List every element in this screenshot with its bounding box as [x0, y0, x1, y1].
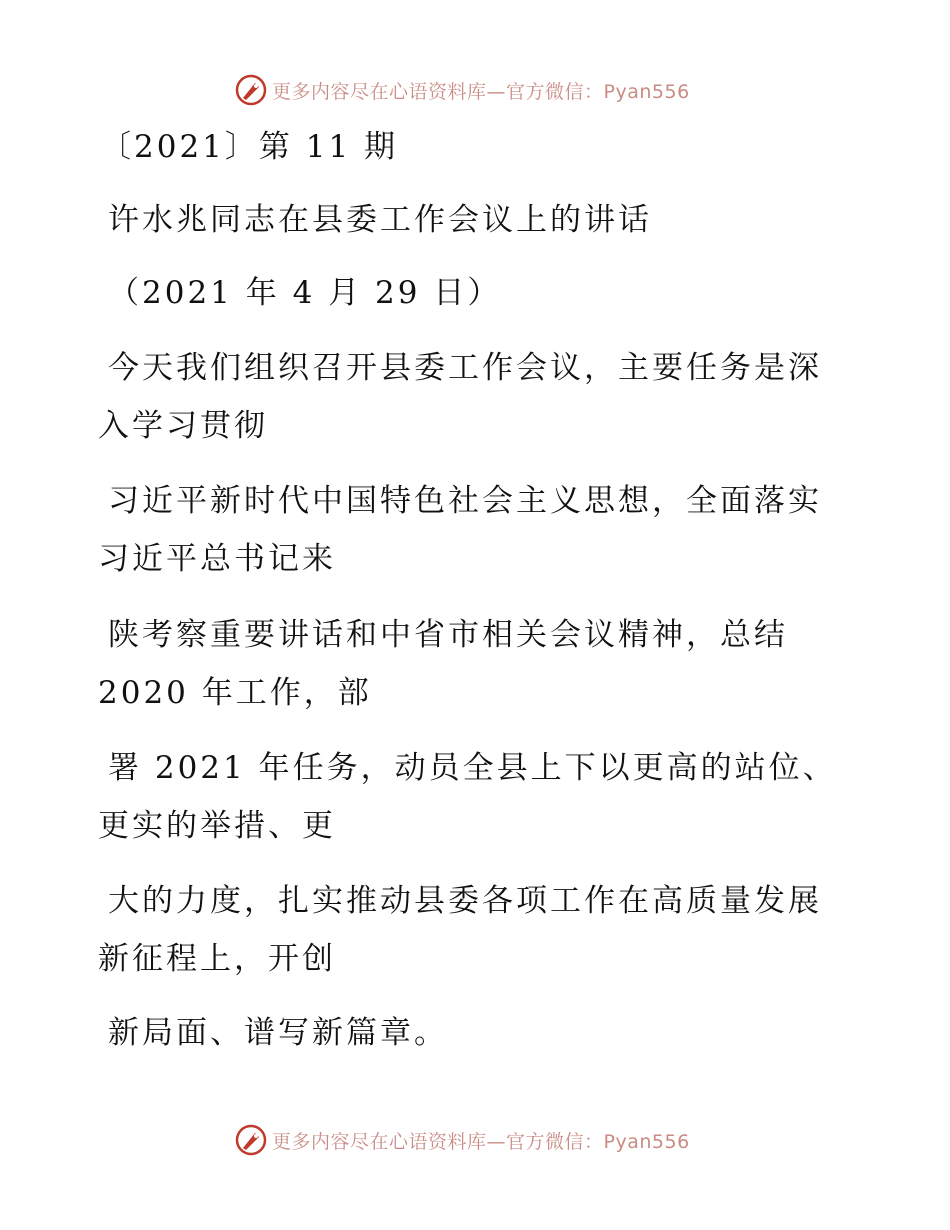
pen-nib-logo-icon: [234, 73, 268, 107]
watermark-footer: [234, 1122, 690, 1158]
body-line: 今天我们组织召开县委工作会议，主要任务是深: [108, 350, 822, 386]
body-line: 署 2021 年任务，动员全县上下以更高的站位、: [108, 750, 837, 786]
issue-number: 〔2021〕第 11 期: [100, 129, 399, 165]
body-line: 更实的举措、更: [98, 808, 336, 844]
body-line: 习近平总书记来: [98, 541, 336, 577]
body-line: 习近平新时代中国特色社会主义思想，全面落实: [108, 483, 822, 519]
watermark-header: [234, 72, 690, 108]
body-line: 陕考察重要讲话和中省市相关会议精神，总结: [108, 617, 788, 653]
body-line: 入学习贯彻: [98, 408, 268, 444]
body-line: 大的力度，扎实推动县委各项工作在高质量发展: [108, 883, 822, 919]
document-title: 许水兆同志在县委工作会议上的讲话: [108, 202, 652, 238]
watermark-text: 更多内容尽在心语资料库—官方微信：Pyan556: [272, 1130, 690, 1153]
watermark-text: 更多内容尽在心语资料库—官方微信：Pyan556: [272, 80, 690, 103]
body-line: 新征程上，开创: [98, 941, 336, 977]
document-date: （2021 年 4 月 29 日）: [108, 275, 502, 311]
body-line: 新局面、谱写新篇章。: [108, 1015, 448, 1051]
body-line: 2020 年工作，部: [98, 675, 372, 711]
pen-nib-logo-icon: [234, 1123, 268, 1157]
